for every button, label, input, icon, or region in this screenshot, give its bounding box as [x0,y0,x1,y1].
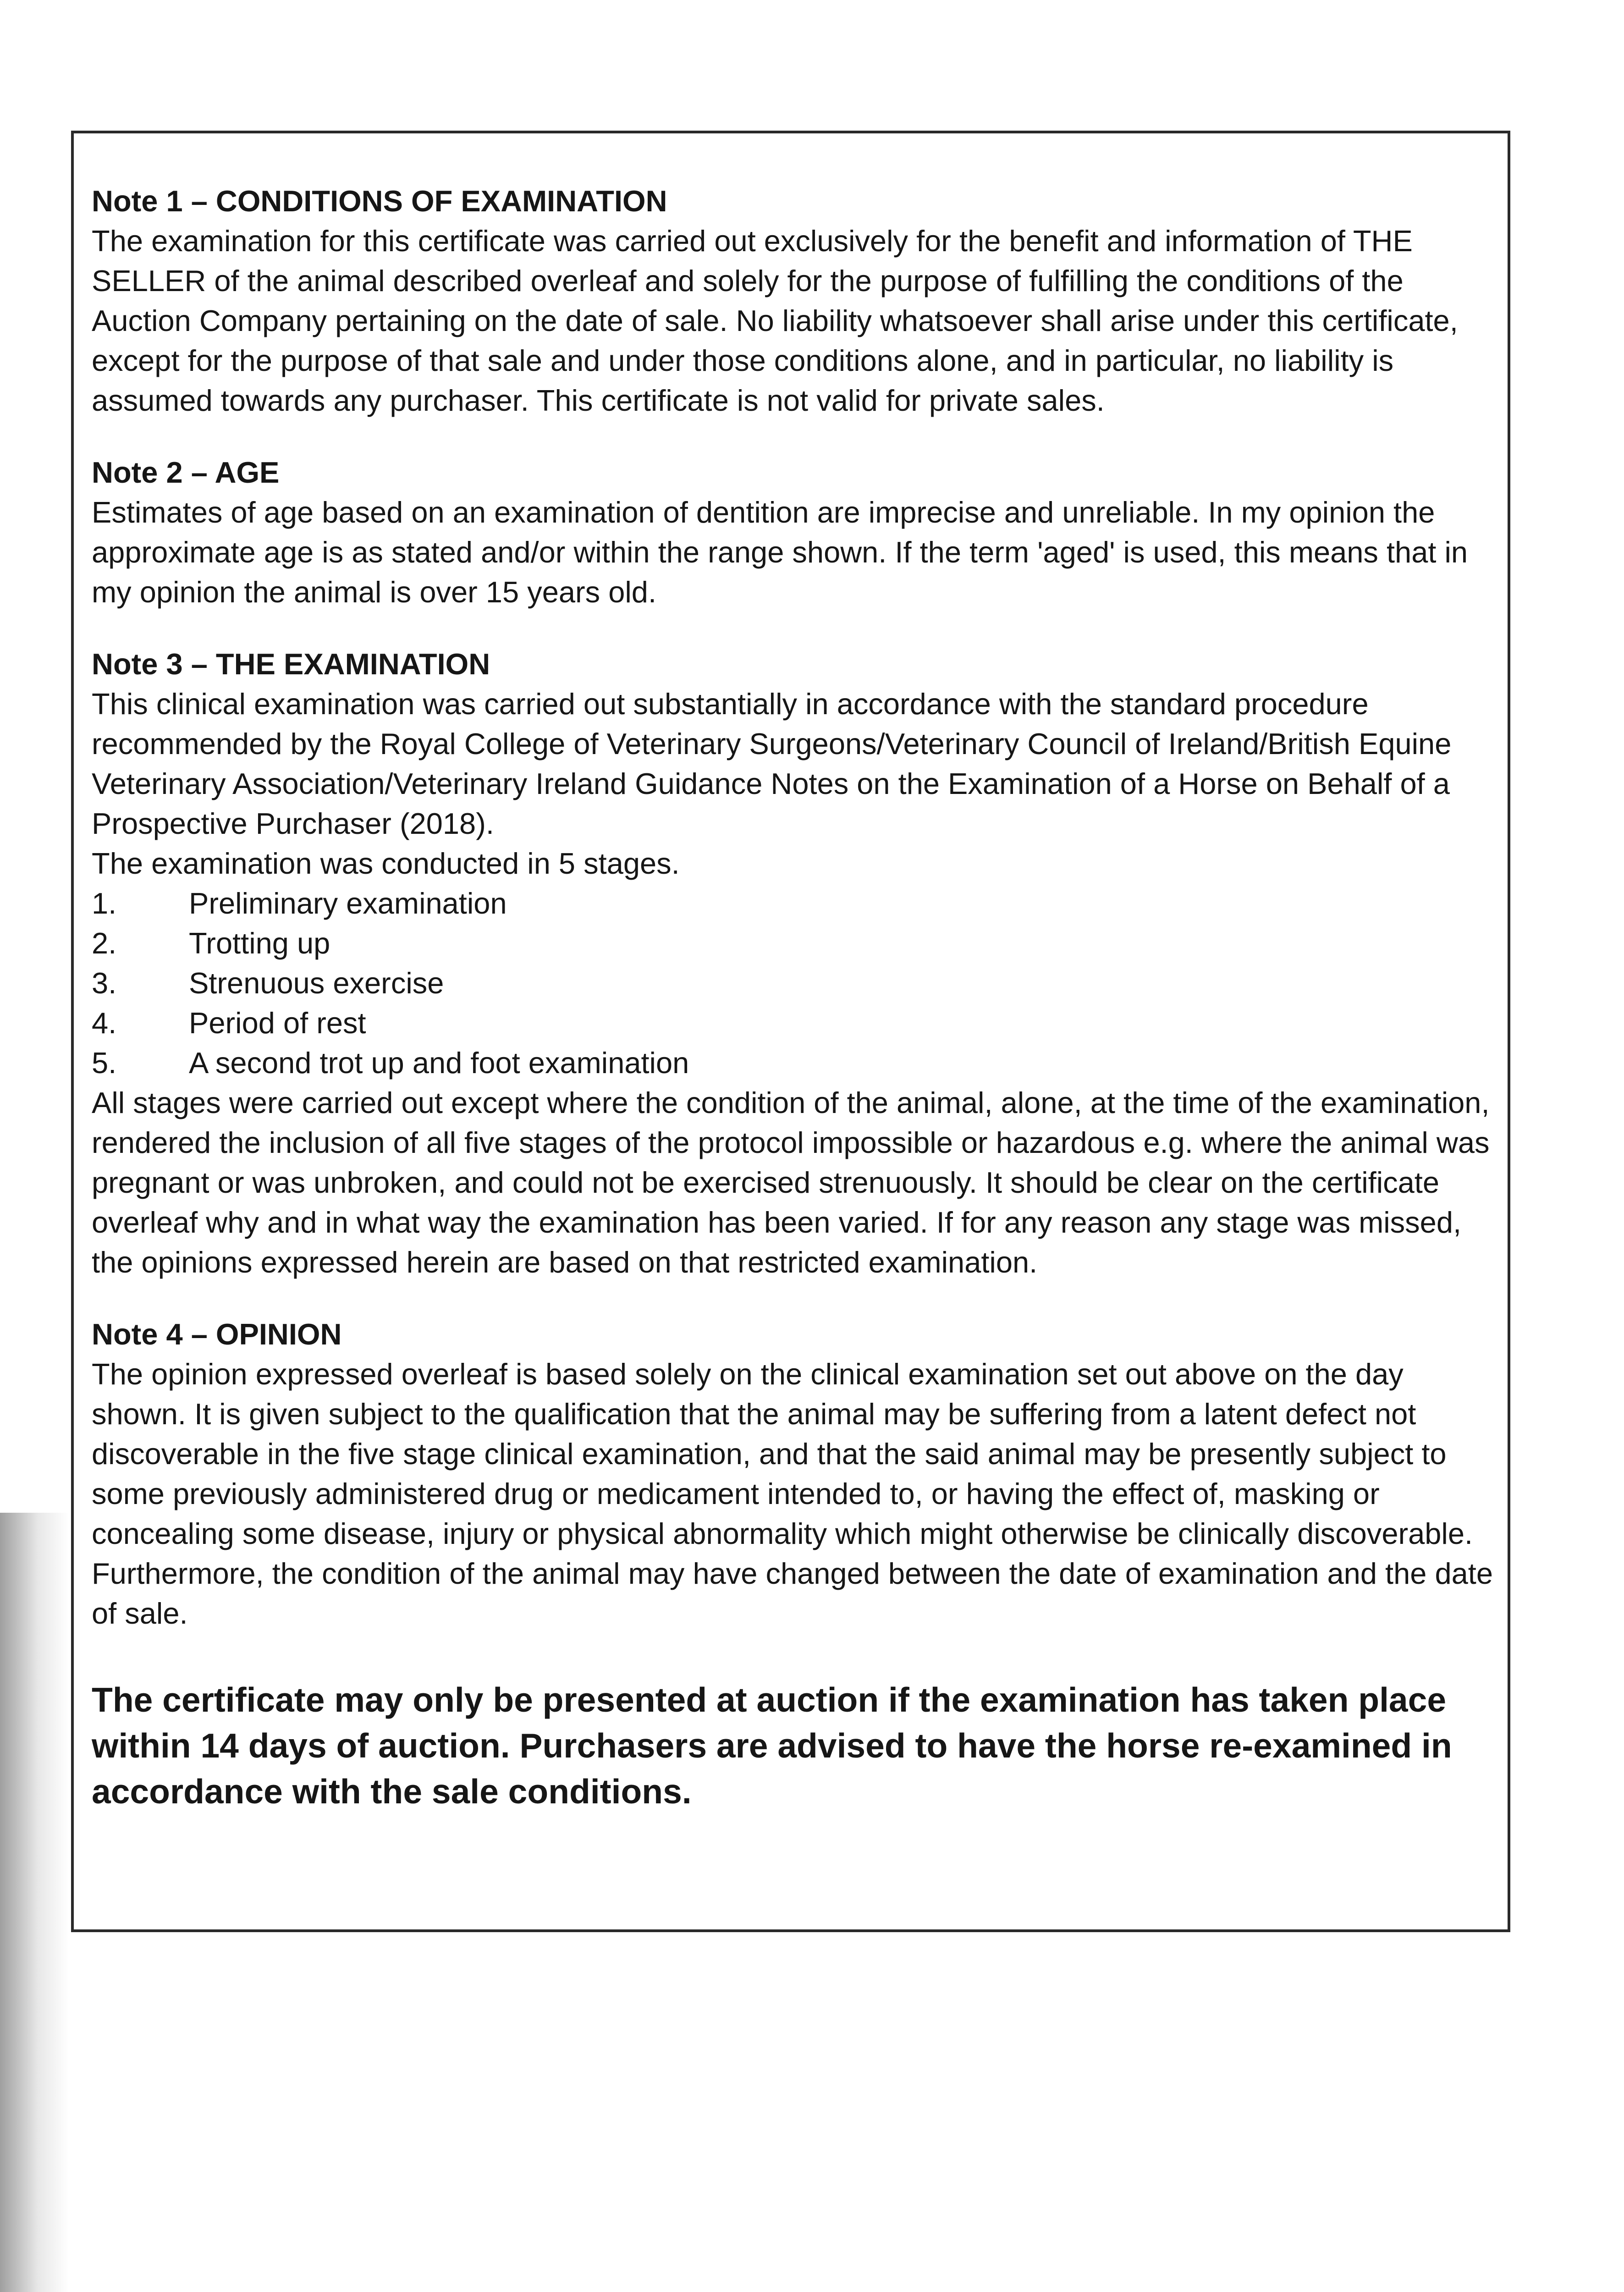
scan-edge-shadow [0,1513,69,2292]
stage-number: 3. [92,966,117,1000]
notes-content [92,181,1494,1849]
note-1-text: The examination for this certificate was carried out exclusively for the benefit and information of THE SELLER of the animal described overleaf and solely for the purpose of fulfilling the conditions of the Auction Company pertaining on the date of sale. No liability whatsoever shall arise under this certificate, except for the purpose of that sale and under those conditions alone, and in particular, no liability is assumed towards any purchaser. This certificate is not valid for private sales. [92,224,1458,417]
note-4-text: The opinion expressed overleaf is based solely on the clinical examination set out above on the day shown. It is given subject to the qualification that the animal may be suffering from a latent defect not discoverable in the five stage clinical examination, and that the said animal may be presently subject to some previously administered drug or medicament intended to, or having the effect of, masking or concealing some disease, injury or physical abnormality which might otherwise be clinically discoverable. [92,1357,1473,1550]
note-4-section [92,1314,1494,1633]
stage-text: Trotting up [189,926,330,960]
stage-text: Preliminary examination [189,887,507,920]
note-3-outro: All stages were carried out except where the condition of the animal, alone, at the time of the examination, rendered the inclusion of all five stages of the protocol impossible or hazardous e.g. where the animal was pregnant or was unbroken, and could not be exercised strenuously. It should be clear on the certificate overleaf why and in what way the examination has been varied. If for any reason any stage was missed, the opinions expressed herein are based on that restricted examination. [92,1086,1490,1279]
note-3-heading: Note 3 – THE EXAMINATION [92,647,490,681]
list-item [92,1003,1494,1043]
note-2-heading: Note 2 – AGE [92,456,280,489]
note-1-heading: Note 1 – CONDITIONS OF EXAMINATION [92,184,667,218]
stage-text: Period of rest [189,1006,366,1040]
note-2-section [92,452,1494,612]
list-item [92,883,1494,923]
note-4-heading: Note 4 – OPINION [92,1317,342,1351]
stage-text: Strenuous exercise [189,966,444,1000]
stage-number: 5. [92,1046,117,1080]
closing-statement: The certificate may only be presented at auction if the examination has taken place within 14 days of auction. Purchasers are advised to have the horse re-examined in accordance with the sale conditions. [92,1680,1452,1811]
list-item [92,923,1494,963]
note-3-stages-intro: The examination was conducted in 5 stages. [92,847,680,880]
note-3-section [92,644,1494,1282]
note-4-text-2: Furthermore, the condition of the animal may have changed between the date of examination and the date of sale. [92,1557,1493,1630]
note-3-intro: This clinical examination was carried out substantially in accordance with the standard procedure recommended by the Royal College of Veterinary Surgeons/Veterinary Council of Ireland/British Equine Veterinary Association/Veterinary Ireland Guidance Notes on the Examination of a Horse on Behalf of a Prospective Purchaser (2018). [92,687,1452,840]
note-1-section [92,181,1494,420]
list-item [92,963,1494,1003]
stages-list [92,883,1494,1083]
stage-number: 1. [92,887,117,920]
note-2-text: Estimates of age based on an examination of dentition are imprecise and unreliable. In my opinion the approximate age is as stated and/or within the range shown. If the term 'aged' is used, this means that in my opinion the animal is over 15 years old. [92,496,1468,609]
stage-number: 2. [92,926,117,960]
stage-number: 4. [92,1006,117,1040]
stage-text: A second trot up and foot examination [189,1046,689,1080]
list-item [92,1043,1494,1083]
